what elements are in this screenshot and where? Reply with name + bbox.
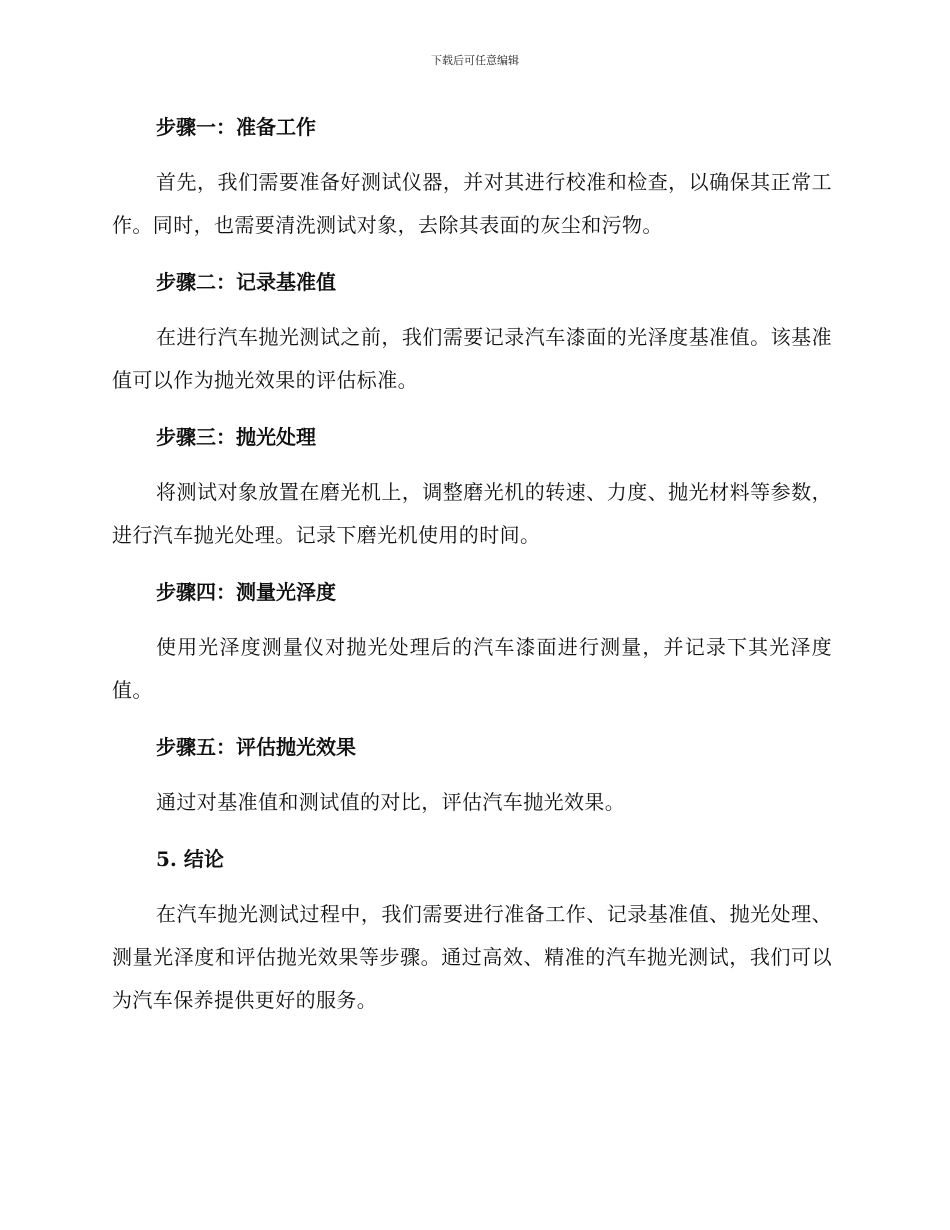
section-body-step-3: 将测试对象放置在磨光机上，调整磨光机的转速、力度、抛光材料等参数，进行汽车抛光处理。记录下磨光机使用的时间。 (112, 480, 832, 547)
spacer (112, 147, 832, 161)
spacer (112, 767, 832, 781)
spacer (112, 824, 832, 839)
section-body-step-5: 通过对基准值和测试值的对比，评估汽车抛光效果。 (156, 790, 626, 814)
spacer (112, 712, 832, 727)
section-heading-step-5: 步骤五：评估抛光效果 (156, 735, 356, 759)
section-heading-step-2: 步骤二：记录基准值 (156, 270, 336, 294)
section-heading-step-3: 步骤三：抛光处理 (156, 425, 316, 449)
document-body (112, 107, 832, 1022)
section-heading-conclusion: 5. 结论 (156, 847, 224, 871)
spacer (112, 557, 832, 572)
section-heading-step-1: 步骤一：准备工作 (156, 115, 316, 139)
section-body-step-4: 使用光泽度测量仪对抛光处理后的汽车漆面进行测量，并记录下其光泽度值。 (112, 635, 832, 702)
section-body-step-1: 首先，我们需要准备好测试仪器，并对其进行校准和检查，以确保其正常工作。同时，也需要清洗测试对象，去除其表面的灰尘和污物。 (112, 170, 832, 237)
spacer (112, 247, 832, 262)
section-body-conclusion: 在汽车抛光测试过程中，我们需要进行准备工作、记录基准值、抛光处理、测量光泽度和评估抛光效果等步骤。通过高效、精准的汽车抛光测试，我们可以为汽车保养提供更好的服务。 (112, 902, 832, 1012)
spacer (112, 879, 832, 893)
section-heading-step-4: 步骤四：测量光泽度 (156, 580, 336, 604)
section-body-step-2: 在进行汽车抛光测试之前，我们需要记录汽车漆面的光泽度基准值。该基准值可以作为抛光效果的评估标准。 (112, 325, 832, 392)
page-header: 下载后可任意编辑 (431, 54, 519, 67)
spacer (112, 457, 832, 471)
spacer (112, 302, 832, 316)
spacer (112, 402, 832, 417)
spacer (112, 612, 832, 626)
